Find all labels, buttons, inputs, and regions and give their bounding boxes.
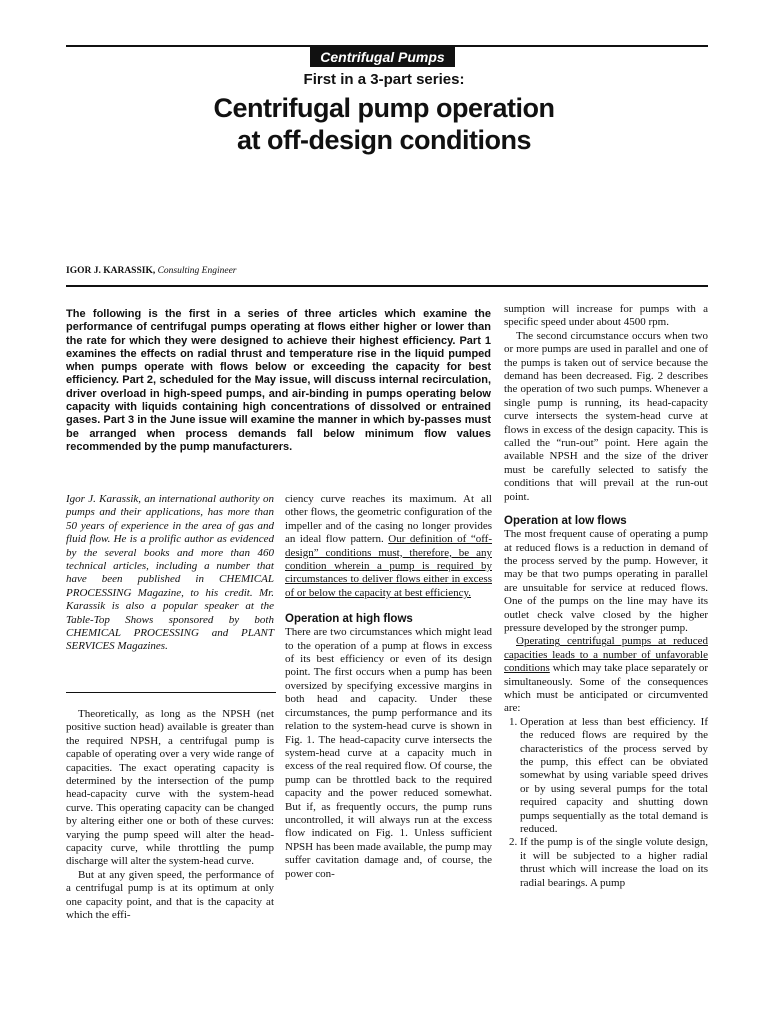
author-bio: Igor J. Karassik, an international authority on pumps and their applications, has more than 50 years of experience in the area of gas and fluid flow. He is a prolific author as evidenced by the several books and more than 460 technical articles, including a number that have been published in CHEMICAL PROCESSING Magazine, to his credit. Mr. Karassik is also a popular speaker at the Table-Top Shows sponsored by both CHEMICAL PROCESSING and PLANT SERVICES Magazines.	[66, 493, 274, 653]
title-line-2: at off-design conditions	[237, 125, 531, 155]
paragraph	[285, 493, 492, 600]
article-title	[0, 92, 768, 156]
section-heading: Operation at high flows	[285, 613, 413, 626]
paragraph: Theoretically, as long as the NPSH (net positive suction head) available is greater than the required NPSH, a centrifugal pump is capable of operating over a very wide range of capacities. The exact operating capacity is determined by the intersection of the pump head-capacity curve with the system-head curve. This operating capacity can be changed by altering either one or both of these curves: varying the pump speed will alter the head-capacity curve, while throttling the pump discharge will alter the system-head curve.	[66, 708, 274, 868]
abstract: The following is the first in a series of three articles which examine the performance of centrifugal pumps operating at flows either higher or lower than the rate for which they were designed to achieve their highest efficiency. Part 1 examines the effects on radial thrust and temperature rise in the liquid pumped when pumps operate with flows below or exceeding the capacity for best efficiency. Part 2, scheduled for the May issue, will discuss internal recirculation, driver overload in high-speed pumps, and air-binding in pumps operating below capacity with liquids containing high concentrations of dissolved or entrained gases. Part 3 in the June issue will examine the manner in which by-passes must be arranged when process demands fall below minimum flow values recommended by the pump manufacturers.	[66, 308, 491, 453]
paragraph	[504, 635, 708, 715]
column-2	[285, 493, 492, 881]
column-3	[504, 303, 708, 890]
text-run: which may take place separately or simultaneously. Some of the consequences which must be anticipated or circumvented are:	[504, 662, 708, 715]
paragraph: But at any given speed, the performance of a centrifugal pump is at its optimum at only one capacity point, and that is the capacity at which the effi-	[66, 868, 274, 922]
list-item: 2. If the pump is of the single volute design, it will be subjected to a higher radial thrust which will increase the load on its radial bearings. A pump	[520, 836, 708, 890]
author-role: Consulting Engineer	[157, 266, 237, 276]
text-run: ciency curve reaches its maximum. At all other flows, the geometric configuration of the impeller and of the casing no longer provides an ideal flow pattern.	[285, 493, 492, 546]
byline-rule	[66, 285, 708, 287]
list-item: 1. Operation at less than best efficiency. If the reduced flows are required by the characteristics of the process served by the pump, this effect can be obviated somewhat by using variable speed drives or by using several pumps for the total required capacity and shutting down pumps sequentially as the total demand is reduced.	[520, 716, 708, 837]
author-name: IGOR J. KARASSIK,	[66, 266, 156, 276]
section-tab: Centrifugal Pumps	[310, 47, 455, 67]
paragraph: The second circumstance occurs when two or more pumps are used in parallel and one of the pumps is taken out of service because the demand has been decreased. Fig. 2 describes the operation of two such pumps. Whenever a single pump is running, its head-capacity curve intersects the system-head curve at flows in excess of the design capacity. This is called the “run-out” point. Here again the available NPSH and the size of the driver must be carefully selected to satisfy the conditions that will prevail at the run-out point.	[504, 329, 708, 503]
underlined-text: Operating centrifugal pumps at reduced capacities leads to a number of unfavorable conditions	[504, 635, 708, 675]
byline	[66, 266, 237, 276]
bio-divider	[66, 692, 276, 693]
underlined-definition: Our definition of “off-design” conditions must, therefore, be any condition wherein a pump is required by circumstances to deliver flows either in excess of or below the capacity at best efficiency.	[285, 533, 493, 599]
paragraph: sumption will increase for pumps with a specific speed under about 4500 rpm.	[504, 303, 708, 329]
consequence-list	[504, 716, 708, 890]
paragraph: The most frequent cause of operating a pump at reduced flows is a reduction in demand of the process served by the pump. However, it may be that two pumps operating in parallel are unsuitable for service at reduced flows. One of the pumps on the line may have its outlet check valve closed by the higher pressure developed by the stronger pump.	[504, 528, 708, 634]
series-label: First in a 3-part series:	[303, 71, 465, 88]
title-line-1: Centrifugal pump operation	[213, 93, 555, 123]
column-1	[66, 708, 274, 923]
section-heading: Operation at low flows	[504, 515, 627, 528]
paragraph: There are two circumstances which might lead to the operation of a pump at flows in excess of its best efficiency or even of its design point. The first occurs when a pump has been oversized by specifying excessive margins in both head and capacity. Under these circumstances, the pump performance and its relation to the system-head curve is shown in Fig. 1. The head-capacity curve intersects the system-head curve at a capacity much in excess of the real required flow. Of course, the pump can be throttled back to the required capacity and the power reduced somewhat. But if, as frequently occurs, the pump runs uncontrolled, it will always run at the excess flow indicated on Fig. 1. Unless sufficient NPSH has been made available, the pump may suffer cavitation damage and, of course, the power con-	[285, 626, 492, 880]
